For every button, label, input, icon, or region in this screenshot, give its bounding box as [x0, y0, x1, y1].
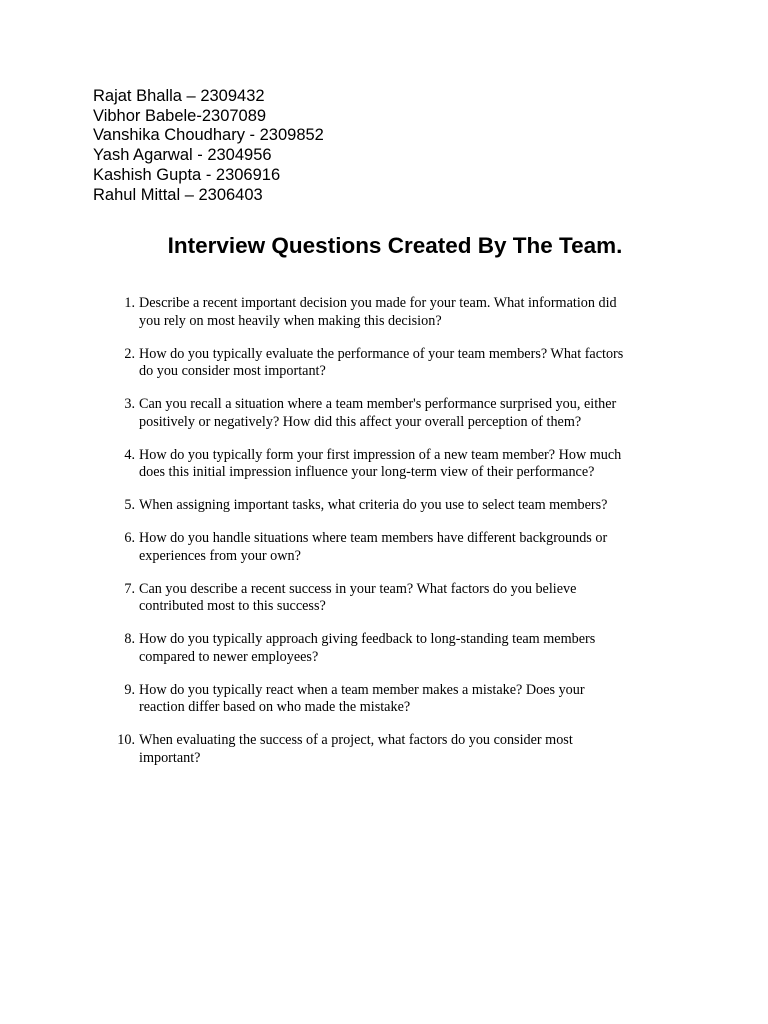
question-text-line: compared to newer employees?: [139, 648, 319, 665]
team-member: Yash Agarwal - 2304956: [93, 146, 272, 165]
question-text-line: reaction differ based on who made the mistake?: [139, 699, 411, 715]
question-text-line: When evaluating the success of a project, what factors do you consider most: [139, 732, 573, 748]
team-member: Vanshika Choudhary - 2309852: [93, 126, 324, 145]
question-text-line: Describe a recent important decision you made for your team. What information did: [139, 295, 617, 311]
document-title: Interview Questions Created By The Team.: [167, 233, 623, 258]
question-text-line: important?: [139, 749, 201, 766]
question-item: [105, 732, 685, 767]
question-text-line: positively or negatively? How did this affect your overall perception of them?: [139, 413, 582, 430]
question-text-line: How do you typically form your first impression of a new team member? How much: [139, 446, 622, 463]
question-number: 4.: [124, 446, 135, 463]
team-member: Kashish Gupta - 2306916: [93, 165, 281, 184]
question-item: [105, 447, 685, 482]
question-text-line: contributed most to this success?: [139, 598, 326, 614]
question-text-line: does this initial impression influence your long-term view of their performance?: [139, 464, 595, 480]
question-text-line: When assigning important tasks, what criteria do you use to select team members?: [139, 497, 608, 513]
question-number: 7.: [124, 580, 135, 597]
question-text-line: How do you typically approach giving feedback to long-standing team members: [139, 631, 596, 647]
question-item: [105, 497, 685, 515]
team-member-list: [93, 87, 324, 205]
question-text-line: How do you handle situations where team members have different backgrounds or: [139, 530, 608, 546]
question-text-line: Can you describe a recent success in your team? What factors do you believe: [139, 580, 577, 597]
question-item: [105, 530, 685, 565]
question-number: 6.: [124, 530, 135, 546]
question-text-line: you rely on most heavily when making this decision?: [139, 312, 442, 329]
question-number: 3.: [124, 396, 135, 412]
question-item: [105, 631, 685, 666]
question-item: [105, 346, 685, 381]
question-number: 2.: [124, 345, 135, 362]
question-number: 5.: [124, 497, 135, 513]
question-text-line: How do you typically react when a team member makes a mistake? Does your: [139, 681, 585, 698]
question-item: [105, 396, 685, 431]
question-number: 1.: [124, 295, 135, 311]
question-list: [105, 295, 685, 783]
question-text-line: Can you recall a situation where a team member's performance surprised you, either: [139, 396, 617, 412]
question-text-line: experiences from your own?: [139, 547, 301, 564]
team-member: Vibhor Babele-2307089: [93, 106, 267, 125]
question-number: 9.: [124, 681, 135, 698]
team-member: Rahul Mittal – 2306403: [93, 185, 263, 204]
question-item: [105, 295, 685, 330]
question-text-line: How do you typically evaluate the performance of your team members? What factors: [139, 345, 624, 362]
question-number: 10.: [117, 732, 135, 748]
question-item: [105, 581, 685, 616]
team-member: Rajat Bhalla – 2309432: [93, 87, 265, 105]
question-text-line: do you consider most important?: [139, 363, 326, 379]
question-number: 8.: [124, 631, 135, 647]
question-item: [105, 682, 685, 717]
